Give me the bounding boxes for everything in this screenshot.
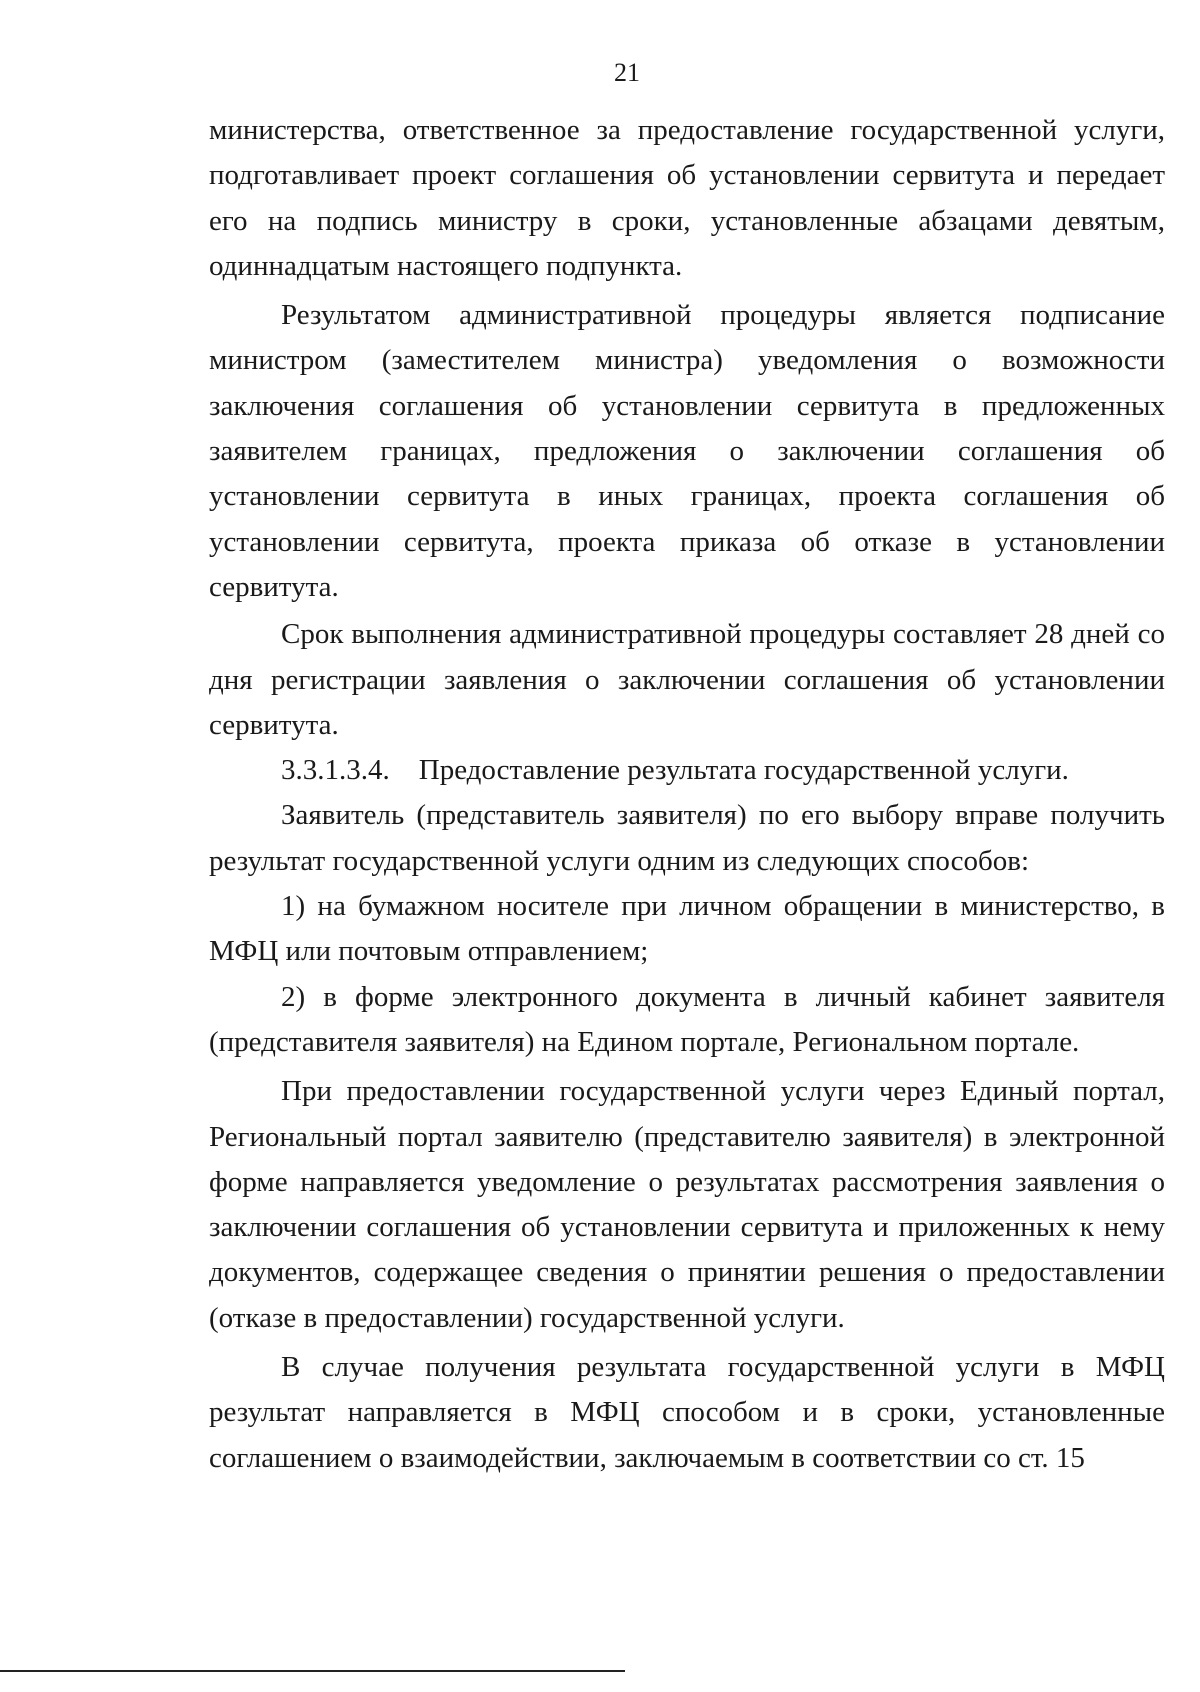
paragraph-result: Результатом административной процедуры является подписание министром (заместителем министра) уведомления о возможности заключения соглашения об установлении сервитута в предложенных заявителем границах, предложения о заключении соглашения об установлении сервитута в иных границах, проекта соглашения об установлении сервитута, проекта приказа об отказе в установлении сервитута. bbox=[209, 299, 1165, 603]
paragraph-continuation: министерства, ответственное за предоставление государственной услуги, подготавливает проект соглашения об установлении сервитута и передает его на подпись министру в сроки, установленные абзацами девятым, одиннадцатым настоящего подпункта. bbox=[209, 114, 1165, 282]
paragraph-mfc-result: В случае получения результата государственной услуги в МФЦ результат направляется в МФЦ способом и в сроки, установленные соглашением о взаимодействии, заключаемым в соответствии со ст. 15 bbox=[209, 1351, 1165, 1474]
footer-rule bbox=[0, 1670, 625, 1672]
paragraph-term: Срок выполнения административной процедуры составляет 28 дней со дня регистрации заявления о заключении соглашения об установлении сервитута. bbox=[209, 618, 1165, 741]
paragraph-portal-notification: При предоставлении государственной услуги через Единый портал, Региональный портал заявителю (представителю заявителя) в электронной форме направляется уведомление о результатах рассмотрения заявления о заключении соглашения об установлении сервитута и приложенных к нему документов, содержащее сведения о принятии решения о предоставлении (отказе в предоставлении) государственной услуги. bbox=[209, 1075, 1165, 1334]
paragraph-section-heading: 3.3.1.3.4. Предоставление результата государственной услуги. bbox=[281, 754, 1069, 787]
page-number: 21 bbox=[614, 58, 640, 87]
document-body bbox=[209, 108, 1165, 1481]
paragraph-option-paper: 1) на бумажном носителе при личном обращении в министерство, в МФЦ или почтовым отправлением; bbox=[209, 890, 1165, 968]
paragraph-applicant-options: Заявитель (представитель заявителя) по его выбору вправе получить результат государственной услуги одним из следующих способов: bbox=[209, 799, 1165, 877]
paragraph-option-electronic: 2) в форме электронного документа в личный кабинет заявителя (представителя заявителя) на Едином портале, Региональном портале. bbox=[209, 980, 1165, 1058]
